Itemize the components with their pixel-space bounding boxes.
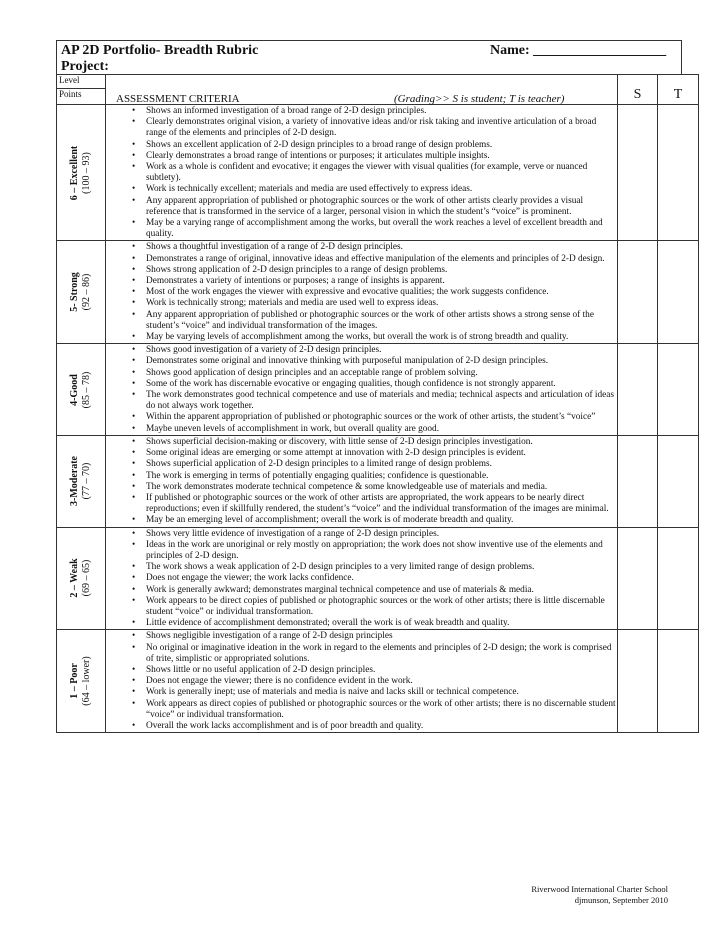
criteria-item: • Work appears as direct copies of published or photographic sources or the work of other artists; there is no discernable student “voice” or individual transformation.: [132, 699, 617, 721]
level-label-rotated: [69, 559, 93, 598]
student-score-cell[interactable]: [618, 527, 658, 630]
level-cell: [57, 630, 106, 733]
criteria-item: • Shows little or no useful application of 2-D design principles.: [132, 665, 617, 676]
level-name: 3-Moderate: [69, 456, 80, 507]
criteria-item: • Ideas in the work are unoriginal or rely mostly on appropriation; the work does not show inventive use of the elements and principles of 2-D design.: [132, 540, 617, 562]
criteria-cell: [106, 344, 618, 436]
student-score-cell[interactable]: [618, 344, 658, 436]
criteria-item: • Work as a whole is confident and evocative; it engages the viewer with visual qualities (for example, verve or nuanced subtlety).: [132, 162, 617, 184]
teacher-score-cell[interactable]: [658, 435, 699, 527]
points-label: Points: [57, 88, 105, 100]
rubric-row: [57, 105, 699, 241]
teacher-score-cell[interactable]: [658, 630, 699, 733]
student-score-cell[interactable]: [618, 241, 658, 344]
level-name: 6 – Excellent: [69, 145, 80, 200]
criteria-item: • Shows a thoughtful investigation of a range of 2-D design principles.: [132, 242, 617, 253]
criteria-item: • Shows an excellent application of 2-D design principles to a broad range of design problems.: [132, 140, 617, 151]
criteria-list: [106, 436, 617, 527]
teacher-score-header: T: [658, 75, 699, 105]
rubric-table: [56, 74, 699, 733]
criteria-item: • Any apparent appropriation of published or photographic sources or the work of other artists shows a strong sense of the student’s “voice” and individual transformation of the images.: [132, 310, 617, 332]
name-field-label: Name: ___________________: [490, 43, 667, 58]
grading-note: (Grading>> S is student; T is teacher): [394, 93, 565, 105]
criteria-item: • Overall the work lacks accomplishment and is of poor breadth and quality.: [132, 721, 617, 732]
criteria-item: • If published or photographic sources or the work of other artists are appropriated, the work appears to be nearly direct reproductions; even if skillfully rendered, the student’s “voice” and the individual transformation of the images are minimal.: [132, 493, 617, 515]
criteria-cell: [106, 630, 618, 733]
level-name: 5- Strong: [69, 272, 80, 313]
criteria-item: • The work demonstrates moderate technical competence & some knowledgeable use of materials and media.: [132, 482, 617, 493]
level-label-rotated: [69, 146, 93, 200]
teacher-score-cell[interactable]: [658, 241, 699, 344]
criteria-item: • Shows superficial decision-making or discovery, with little sense of 2-D design principles investigation.: [132, 437, 617, 448]
criteria-list: [106, 630, 617, 732]
rubric-row: [57, 241, 699, 344]
criteria-cell: [106, 241, 618, 344]
project-field-label: Project:: [61, 59, 109, 74]
criteria-item: • Clearly demonstrates original vision, a variety of innovative ideas and/or risk taking and inventive articulation of a broad range of the elements and principles of 2-D design.: [132, 117, 617, 139]
level-cell: [57, 344, 106, 436]
criteria-item: • Work is technically excellent; materials and media are used effectively to express ideas.: [132, 184, 617, 195]
level-cell: [57, 241, 106, 344]
level-points-header: [57, 75, 106, 105]
criteria-item: • Does not engage the viewer; there is no confidence evident in the work.: [132, 676, 617, 687]
rubric-row: [57, 630, 699, 733]
level-name: 1 – Poor: [69, 663, 80, 700]
level-points: (64 – lower): [81, 656, 92, 706]
teacher-score-cell[interactable]: [658, 527, 699, 630]
criteria-item: • Work is technically strong; materials and media are used well to express ideas.: [132, 298, 617, 309]
criteria-header-label: ASSESSMENT CRITERIA: [116, 93, 240, 105]
student-score-cell[interactable]: [618, 105, 658, 241]
level-label-rotated: [69, 456, 93, 506]
criteria-item: • Work is generally inept; use of materials and media is naive and lacks skill or technical competence.: [132, 687, 617, 698]
criteria-item: • May be varying levels of accomplishment among the works, but overall the work is of strong breadth and quality.: [132, 332, 617, 343]
criteria-item: • No original or imaginative ideation in the work in regard to the elements and principles of 2-D design; the work is comprised of trite, simplistic or appropriated solutions.: [132, 643, 617, 665]
level-cell: [57, 435, 106, 527]
criteria-item: • Any apparent appropriation of published or photographic sources or the work of other artists clearly provides a visual reference that is transformed in the service of a larger, personal vision in which the student’s “voice” is prominent.: [132, 196, 617, 218]
teacher-score-cell[interactable]: [658, 105, 699, 241]
criteria-item: • Shows very little evidence of investigation of a range of 2-D design principles.: [132, 529, 617, 540]
level-name: 2 – Weak: [69, 558, 80, 599]
criteria-list: [106, 105, 617, 240]
rubric-row: [57, 344, 699, 436]
criteria-item: • Within the apparent appropriation of published or photographic sources or the work of other artists, the student’s “voice”: [132, 412, 617, 423]
level-label-rotated: [69, 371, 93, 408]
level-points: (77 – 70): [81, 462, 92, 500]
criteria-list: [106, 344, 617, 435]
criteria-item: • Most of the work engages the viewer with expressive and evocative qualities; the work suggests confidence.: [132, 287, 617, 298]
criteria-item: • Does not engage the viewer; the work lacks confidence.: [132, 573, 617, 584]
criteria-item: • Shows good application of design principles and an acceptable range of problem solving.: [132, 368, 617, 379]
rubric-row: [57, 435, 699, 527]
criteria-item: • Demonstrates a variety of intentions or purposes; a range of insights is apparent.: [132, 276, 617, 287]
teacher-score-cell[interactable]: [658, 344, 699, 436]
level-points: (69 – 65): [81, 560, 92, 597]
level-cell: [57, 105, 106, 241]
criteria-item: • Work appears to be direct copies of published or photographic sources or the work of other artists; there is little discernable student “voice” or individual transformation.: [132, 596, 617, 618]
criteria-cell: [106, 435, 618, 527]
level-label: Level: [59, 75, 80, 85]
student-score-cell[interactable]: [618, 630, 658, 733]
criteria-item: • The work demonstrates good technical competence and use of materials and media; technical aspects and articulation of ideas do not always work together.: [132, 390, 617, 412]
criteria-item: • Shows strong application of 2-D design principles to a range of design problems.: [132, 265, 617, 276]
criteria-cell: [106, 105, 618, 241]
document-title: AP 2D Portfolio- Breadth Rubric: [61, 43, 259, 58]
level-label-rotated: [69, 657, 93, 706]
student-score-header: S: [618, 75, 658, 105]
criteria-item: • Work is generally awkward; demonstrates marginal technical competence and use of materials & media.: [132, 585, 617, 596]
criteria-item: • Clearly demonstrates a broad range of intentions or purposes; it articulates multiple insights.: [132, 151, 617, 162]
criteria-list: [106, 528, 617, 630]
criteria-item: • Shows an informed investigation of a broad range of 2-D design principles.: [132, 106, 617, 117]
criteria-item: • May be a varying range of accomplishment among the works, but overall the work reaches a level of excellent breadth and quality.: [132, 218, 617, 240]
criteria-item: • Demonstrates a range of original, innovative ideas and effective manipulation of the elements and principles of 2-D design.: [132, 254, 617, 265]
criteria-item: • Demonstrates some original and innovative thinking with purposeful manipulation of 2-D design principles.: [132, 356, 617, 367]
criteria-item: • Shows good investigation of a variety of 2-D design principles.: [132, 345, 617, 356]
criteria-cell: [106, 527, 618, 630]
criteria-item: • Maybe uneven levels of accomplishment in work, but overall quality are good.: [132, 424, 617, 435]
school-name: Riverwood International Charter School: [531, 884, 668, 894]
level-cell: [57, 527, 106, 630]
author-credit: djmunson, September 2010: [574, 895, 668, 905]
level-points: (100 – 93): [81, 151, 92, 194]
rubric-row: [57, 527, 699, 630]
student-score-cell[interactable]: [618, 435, 658, 527]
footer: [531, 884, 668, 906]
criteria-item: • Some of the work has discernable evocative or engaging qualities, though confidence is not strongly apparent.: [132, 379, 617, 390]
criteria-item: • Shows negligible investigation of a range of 2-D design principles: [132, 631, 617, 642]
criteria-item: • Shows superficial application of 2-D design principles to a limited range of design problems.: [132, 459, 617, 470]
level-label-rotated: [69, 273, 93, 313]
criteria-item: • May be an emerging level of accomplishment; overall the work is of moderate breadth and quality.: [132, 515, 617, 526]
level-name: 4-Good: [69, 373, 80, 406]
criteria-list: [106, 241, 617, 343]
table-header-row: [57, 75, 699, 105]
rubric-header: [56, 40, 682, 75]
criteria-header: [106, 75, 618, 105]
criteria-item: • Little evidence of accomplishment demonstrated; overall the work is of weak breadth and quality.: [132, 618, 617, 629]
level-points: (92 – 86): [81, 274, 92, 311]
level-points: (85 – 78): [81, 371, 92, 408]
criteria-item: • The work is emerging in terms of potentially engaging qualities; confidence is questionable.: [132, 471, 617, 482]
criteria-item: • The work shows a weak application of 2-D design principles to a very limited range of design problems.: [132, 562, 617, 573]
criteria-item: • Some original ideas are emerging or some attempt at innovation with 2-D design principles is evident.: [132, 448, 617, 459]
